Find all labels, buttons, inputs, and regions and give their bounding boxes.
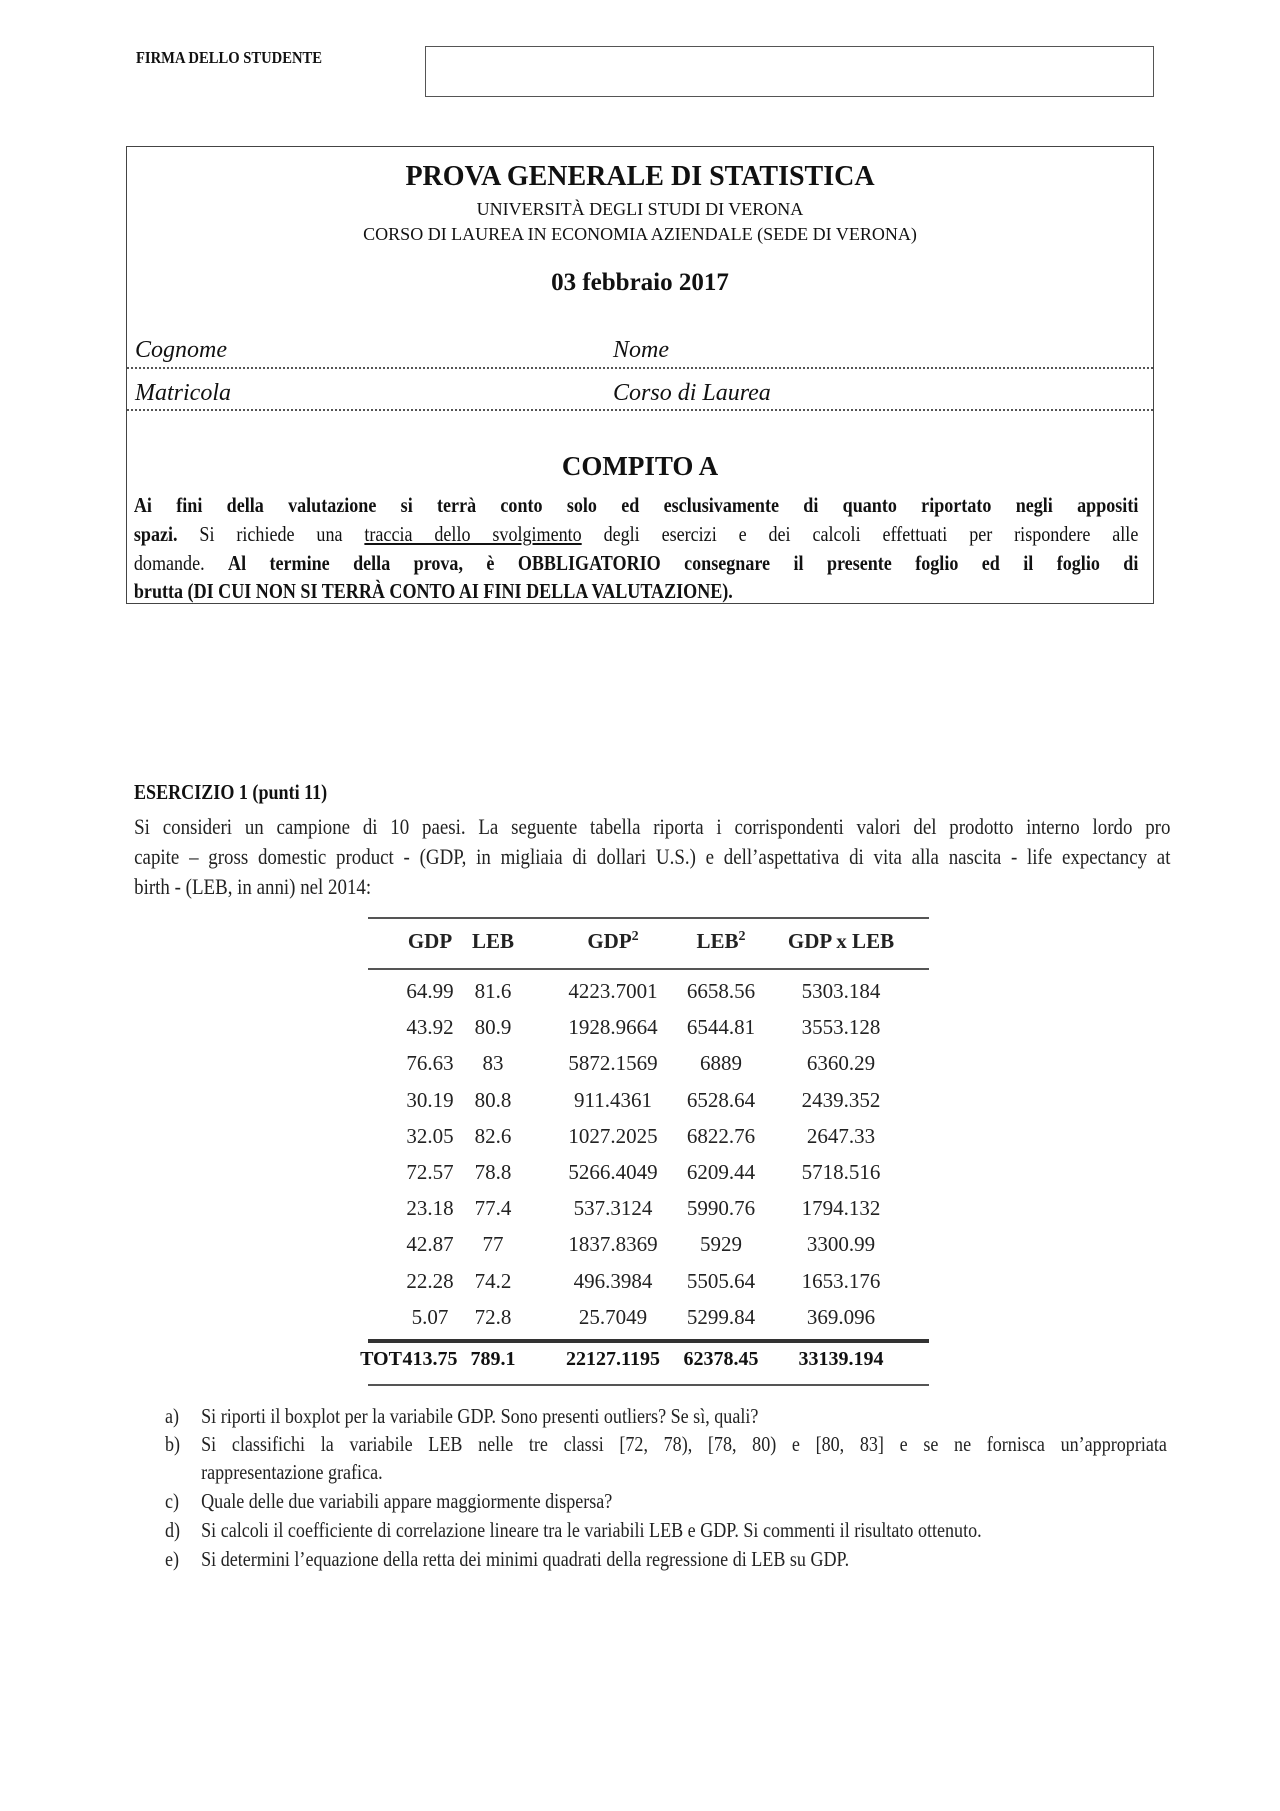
table-cell: 3300.99 — [806, 1232, 876, 1257]
table-cell: 1653.176 — [801, 1268, 881, 1293]
table-cell: 30.19 — [406, 1087, 454, 1112]
text: degli esercizi e dei calcoli effettuati per rispondere alle — [581, 522, 1139, 546]
exercise-title: ESERCIZIO 1 (punti 11) — [134, 780, 328, 804]
table-cell: 5872.1569 — [568, 1051, 658, 1076]
question-text-continued: rappresentazione grafica. — [201, 1460, 383, 1484]
table-cell: 77.4 — [474, 1196, 512, 1221]
exercise-intro — [0, 814, 1204, 914]
table-cell: 78.8 — [474, 1160, 512, 1184]
student-id-degree-line[interactable] — [127, 409, 1153, 411]
question-text: Si determini l’equazione della retta dei minimi quadrati della regressione di LEB su GDP. — [201, 1547, 850, 1571]
column-header: GDP$^2$ — [587, 929, 639, 953]
table-cell: 5303.184 — [801, 979, 881, 1003]
table-cell: 22.28 — [406, 1268, 454, 1293]
column-header: LEB$^2$ — [696, 929, 746, 953]
table-cell: 496.3984 — [573, 1268, 653, 1293]
table-cell: 6889 — [700, 1051, 742, 1076]
table-cell: 5266.4049 — [568, 1160, 658, 1184]
underlined-text: traccia dello svolgimento — [364, 522, 582, 546]
total-cell: 62378.45 — [683, 1348, 759, 1370]
table-cell: 537.3124 — [573, 1196, 653, 1221]
surname-name-line[interactable] — [127, 367, 1153, 369]
question-label: c) — [165, 1489, 180, 1513]
table-cell: 80.8 — [474, 1087, 512, 1112]
table-cell: 32.05 — [406, 1123, 454, 1148]
instructions-line: Ai fini della valutazione si terrà conto solo ed esclusivamente di quanto riportato negli appositi — [133, 493, 1139, 517]
table-cell: 6544.81 — [686, 1015, 756, 1040]
table-cell: 25.7049 — [578, 1304, 648, 1329]
intro-line: birth - (LEB, in anni) nel 2014: — [134, 874, 372, 899]
table-cell: 1928.9664 — [568, 1015, 658, 1040]
bold-text: Al termine della prova, è OBBLIGATORIO consegnare il presente foglio ed il foglio di — [228, 551, 1139, 575]
table-total-rule — [368, 1339, 929, 1343]
superscript: 2 — [738, 929, 746, 944]
total-cell: 413.75 — [402, 1348, 458, 1370]
table-cell: 72.57 — [406, 1160, 454, 1184]
exam-date: 03 febbraio 2017 — [551, 269, 729, 296]
table-cell: 23.18 — [406, 1196, 454, 1221]
question-text: Si riporti il boxplot per la variabile GDP. Sono presenti outliers? Se sì, quali? — [201, 1404, 759, 1428]
table-cell: 82.6 — [474, 1123, 512, 1148]
degree-label: Corso di Laurea — [613, 380, 771, 406]
column-header: GDP — [407, 929, 453, 953]
question-text: Si classifichi la variabile LEB nelle tre classi [72, 78), [78, 80) e [80, 83] e se ne fornisca un’appropriata — [201, 1432, 1167, 1456]
student-id-label: Matricola — [135, 380, 231, 406]
question-label: b) — [165, 1432, 181, 1456]
table-cell: 4223.7001 — [568, 979, 658, 1003]
table-cell: 6528.64 — [686, 1087, 756, 1112]
question-label: a) — [165, 1404, 180, 1428]
course-name: CORSO DI LAUREA IN ECONOMIA AZIENDALE (SEDE DI VERONA) — [363, 224, 917, 244]
question-text: Si calcoli il coefficiente di correlazione lineare tra le variabili LEB e GDP. Si commenti il risultato ottenuto. — [201, 1518, 982, 1542]
exam-version: COMPITO A — [561, 451, 719, 481]
instructions — [127, 493, 1137, 603]
university-name: UNIVERSITÀ DEGLI STUDI DI VERONA — [476, 199, 804, 219]
exam-title: PROVA GENERALE DI STATISTICA — [405, 161, 875, 192]
total-cell: 33139.194 — [798, 1348, 884, 1370]
intro-line: capite – gross domestic product - (GDP, in migliaia di dollari U.S.) e dell’aspettativa di vita alla nascita - life expectancy at — [134, 844, 1171, 869]
name-label: Nome — [613, 337, 669, 363]
question-label: e) — [165, 1547, 180, 1571]
table-cell: 80.9 — [474, 1015, 512, 1040]
table-cell: 5299.84 — [686, 1304, 756, 1329]
table-cell: 77 — [482, 1232, 504, 1257]
superscript: 2 — [631, 929, 639, 944]
table-cell: 6658.56 — [686, 979, 756, 1003]
signature-label: FIRMA DELLO STUDENTE — [136, 48, 323, 67]
table-bottom-rule — [368, 1384, 929, 1386]
signature-field[interactable] — [425, 46, 1154, 97]
table-cell: 369.096 — [806, 1304, 876, 1329]
question-label: d) — [165, 1518, 181, 1542]
table-cell: 5929 — [700, 1232, 742, 1257]
table-cell: 81.6 — [474, 979, 512, 1003]
instructions-line — [134, 551, 1138, 576]
table-cell: 6209.44 — [686, 1160, 756, 1184]
table-cell: 6360.29 — [806, 1051, 876, 1076]
table-cell: 1837.8369 — [568, 1232, 658, 1257]
total-cell: 789.1 — [470, 1348, 516, 1370]
total-label: TOT — [360, 1348, 402, 1370]
column-header: LEB — [471, 929, 515, 953]
total-cell: 22127.1195 — [566, 1348, 660, 1370]
table-cell: 5718.516 — [801, 1160, 881, 1184]
table-cell: 43.92 — [406, 1015, 454, 1040]
table-cell: 3553.128 — [801, 1015, 881, 1040]
table-top-rule — [368, 917, 929, 919]
table-cell: 5505.64 — [686, 1268, 756, 1293]
text: domande. — [133, 551, 229, 575]
instructions-line: brutta (DI CUI NON SI TERRÀ CONTO AI FINI DELLA VALUTAZIONE). — [133, 579, 733, 603]
table-cell: 1027.2025 — [568, 1123, 658, 1148]
surname-label: Cognome — [135, 337, 227, 363]
table-cell: 5990.76 — [686, 1196, 756, 1221]
intro-line: Si consideri un campione di 10 paesi. La seguente tabella riporta i corrispondenti valori del prodotto interno lordo pro — [134, 814, 1171, 839]
table-header-rule — [368, 968, 929, 970]
table-cell: 74.2 — [474, 1268, 512, 1293]
bold-text: spazi. — [133, 522, 178, 546]
instructions-line — [134, 522, 1138, 547]
table-cell: 64.99 — [406, 979, 454, 1003]
text: Si richiede una — [177, 522, 365, 546]
table-cell: 2439.352 — [801, 1087, 881, 1112]
table-cell: 1794.132 — [801, 1196, 881, 1221]
table-cell: 42.87 — [406, 1232, 454, 1257]
table-cell: 6822.76 — [686, 1123, 756, 1148]
exam-header-box — [126, 146, 1154, 604]
table-cell: 83 — [482, 1051, 504, 1076]
table-cell: 2647.33 — [806, 1123, 876, 1148]
question-text: Quale delle due variabili appare maggiormente dispersa? — [201, 1489, 613, 1513]
table-cell: 72.8 — [474, 1304, 512, 1329]
table-cell: 76.63 — [406, 1051, 454, 1076]
table-cell: 911.4361 — [574, 1087, 652, 1112]
table-cell: 5.07 — [411, 1304, 449, 1329]
column-header: GDP x LEB — [787, 929, 895, 953]
